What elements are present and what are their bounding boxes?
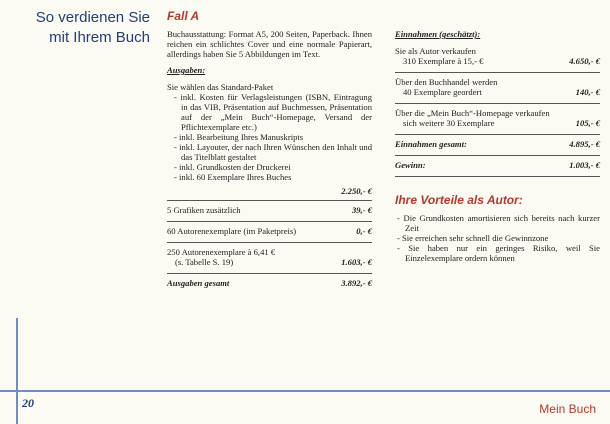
profit-amount: 1.003,- € [569, 160, 600, 170]
income-1-line2: 310 Exemplare à 15,- € [403, 56, 484, 66]
autoren60-amount: 0,- € [356, 226, 372, 236]
package-item: - inkl. 60 Exemplare Ihres Buches [167, 172, 372, 182]
divider [395, 103, 600, 104]
package-item: - inkl. Bearbeitung Ihres Manuskripts [167, 132, 372, 142]
autoren60-label: 60 Autorenexemplare (im Paketpreis) [167, 226, 297, 236]
grafiken-row [167, 205, 372, 215]
autoren250-line1: 250 Autorenexemplare à 6,41 € [167, 247, 276, 257]
sidebar-title [8, 8, 150, 48]
package-item: - inkl. Grundkosten der Druckerei [167, 162, 372, 172]
income-label: Einnahmen (geschätzt): [395, 29, 481, 39]
sidebar-title-line2: mit Ihrem Buch [49, 29, 150, 46]
divider [167, 221, 372, 222]
income-total-label: Einnahmen gesamt: [395, 139, 467, 149]
grafiken-amount: 39,- € [351, 205, 372, 215]
autoren250-amount: 1.603,- € [341, 257, 372, 267]
income-2-amount: 140,- € [575, 87, 600, 97]
footer-rule [0, 390, 610, 392]
expenses-total-row [167, 278, 372, 288]
package-item: - inkl. Kosten für Verlagsleistungen (ISBN, Eintragung in das VIB, Präsentation auf Buchmessen, Präsentation auf der „Mein Buch“-Homepage, Versand der Pflichtexemplare etc.) [167, 92, 372, 132]
advantage-item: - Sie haben nur ein geringes Risiko, weil Sie Einzelexemplare ordern können [395, 243, 600, 263]
left-column [167, 9, 372, 288]
divider [395, 72, 600, 73]
divider [167, 273, 372, 274]
advantages-heading: Ihre Vorteile als Autor: [395, 193, 523, 207]
expenses-total-amount: 3.892,- € [341, 278, 372, 288]
footer-brand: Mein Buch [539, 402, 596, 416]
profit-row [395, 160, 600, 170]
income-total-amount: 4.895,- € [569, 139, 600, 149]
income-3 [395, 108, 600, 128]
expenses-label: Ausgaben: [167, 65, 206, 75]
income-3-line2: sich weitere 30 Exemplare [403, 118, 495, 128]
autoren250-line2: (s. Tabelle S. 19) [175, 257, 234, 267]
vertical-rule [16, 318, 18, 424]
package-list [167, 92, 372, 182]
divider [167, 200, 372, 201]
income-2-line1: Über den Buchhandel werden [395, 77, 498, 87]
income-3-line1: Über die „Mein Buch“-Homepage verkaufen [395, 108, 550, 118]
intro-paragraph: Buchausstattung: Format A5, 200 Seiten, Paperback. Ihnen reichen ein schlichtes Cover und eine normale Papierart, allerdings haben Sie 5 Abbildungen im Text. [167, 29, 372, 59]
income-2 [395, 77, 600, 97]
grafiken-label: 5 Grafiken zusätzlich [167, 205, 241, 215]
profit-label: Gewinn: [395, 160, 426, 170]
autoren250-row [167, 257, 372, 267]
sidebar-title-line1: So verdienen Sie [35, 9, 150, 26]
income-1-line1: Sie als Autor verkaufen [395, 46, 476, 56]
income-1 [395, 46, 600, 66]
divider [395, 134, 600, 135]
page-number: 20 [22, 396, 34, 410]
advantages-list [395, 213, 600, 263]
expenses-total-label: Ausgaben gesamt [167, 278, 230, 288]
package-intro: Sie wählen das Standard-Paket [167, 82, 274, 92]
case-heading: Fall A [167, 9, 200, 23]
sidebar [0, 0, 158, 424]
income-total-row [395, 139, 600, 149]
advantage-item: - Sie erreichen sehr schnell die Gewinnzone [395, 233, 600, 243]
package-item: - inkl. Layouter, der nach Ihren Wünschen den Inhalt und das Titelblatt gestaltet [167, 142, 372, 162]
income-1-amount: 4.650,- € [569, 56, 600, 66]
income-3-amount: 105,- € [575, 118, 600, 128]
package-amount: 2.250,- € [341, 186, 372, 196]
divider [395, 155, 600, 156]
divider [167, 242, 372, 243]
advantage-item: - Die Grundkosten amortisieren sich bereits nach kurzer Zeit [395, 213, 600, 233]
income-2-line2: 40 Exemplare geordert [403, 87, 482, 97]
divider [395, 176, 600, 177]
right-column [395, 9, 600, 267]
autoren60-row [167, 226, 372, 236]
